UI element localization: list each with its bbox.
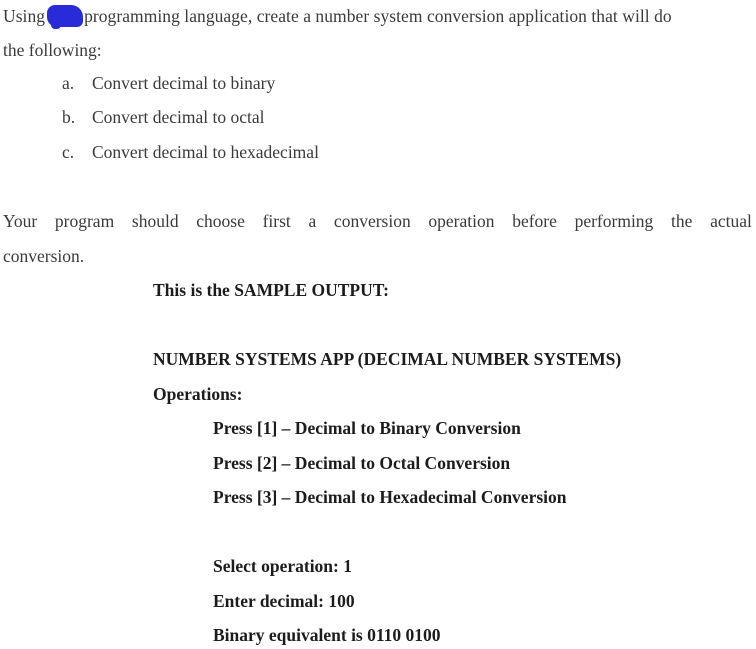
operation-option-1: Press [1] – Decimal to Binary Conversion <box>213 418 521 438</box>
enter-decimal-prompt: Enter decimal: 100 <box>213 591 355 611</box>
paragraph-word: Your <box>3 211 38 231</box>
paragraph-word: program <box>54 211 115 231</box>
list-item <box>62 72 275 94</box>
list-item <box>62 141 319 163</box>
paragraph-word: operation <box>428 211 495 231</box>
paragraph-word: before <box>512 211 557 231</box>
paragraph-word: first <box>262 211 291 231</box>
paragraph-word: the <box>671 211 693 231</box>
paragraph-word: actual <box>710 211 752 231</box>
list-text: Convert decimal to octal <box>92 107 265 127</box>
intro-text-start: Using <box>3 6 46 26</box>
list-marker: c. <box>62 142 75 162</box>
operation-option-3: Press [3] – Decimal to Hexadecimal Conversion <box>213 487 567 507</box>
list-marker: a. <box>62 73 75 93</box>
instruction-paragraph-line-1 <box>3 210 752 232</box>
operations-label: Operations: <box>153 384 243 404</box>
instruction-paragraph-line-2: conversion. <box>3 246 85 266</box>
paragraph-word: choose <box>196 211 245 231</box>
operation-option-2: Press [2] – Decimal to Octal Conversion <box>213 453 511 473</box>
list-marker: b. <box>62 107 76 127</box>
paragraph-word: should <box>131 211 179 231</box>
paragraph-word: a <box>308 211 317 231</box>
paragraph-word: conversion <box>333 211 411 231</box>
intro-line-2: the following: <box>3 40 102 60</box>
redaction-mark <box>47 5 83 27</box>
list-text: Convert decimal to hexadecimal <box>92 142 319 162</box>
list-item <box>62 106 265 128</box>
binary-result: Binary equivalent is 0110 0100 <box>213 625 441 645</box>
intro-line-1 <box>3 5 751 27</box>
select-operation-prompt: Select operation: 1 <box>213 556 352 576</box>
list-text: Convert decimal to binary <box>92 73 276 93</box>
sample-output-heading: This is the SAMPLE OUTPUT: <box>153 280 389 300</box>
intro-text-end: programming language, create a number system conversion application that will do <box>84 6 672 26</box>
app-title: NUMBER SYSTEMS APP (DECIMAL NUMBER SYSTEMS) <box>153 349 622 369</box>
paragraph-word: performing <box>574 211 654 231</box>
